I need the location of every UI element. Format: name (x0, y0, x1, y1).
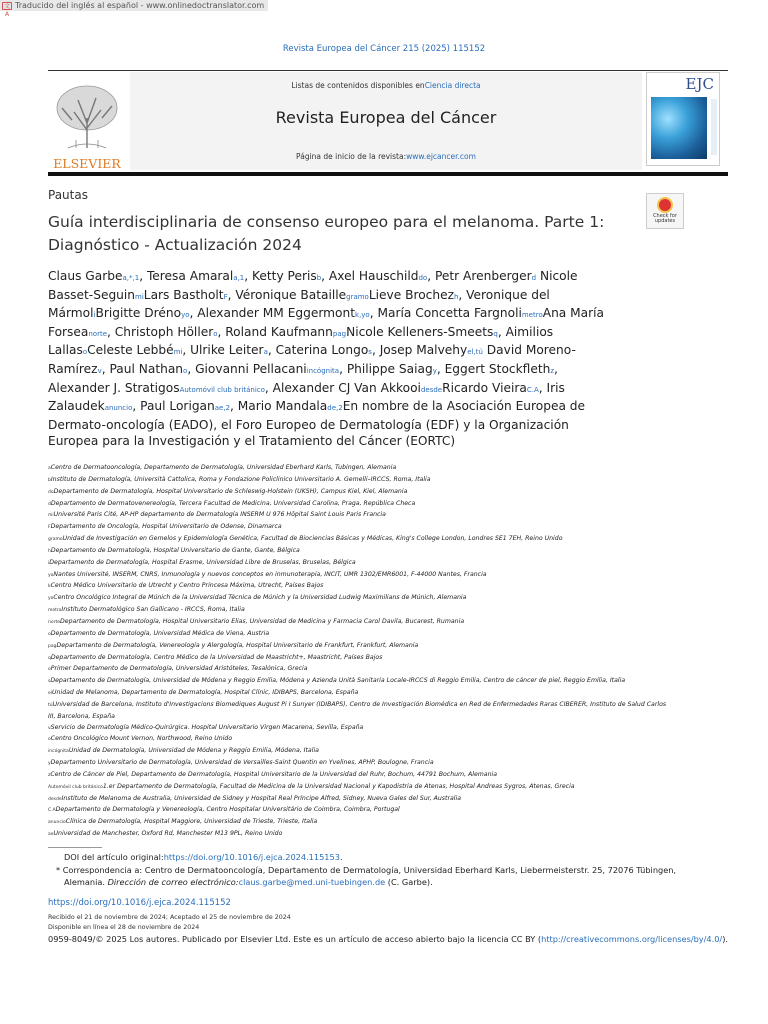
affiliation-key: v (48, 725, 51, 731)
affiliation-key: a (48, 466, 51, 471)
affiliation-key: desde (48, 796, 62, 802)
affiliation-item (48, 758, 668, 770)
affiliation-text: Departamento de Oncología, Hospital Universitario de Odense, Dinamarca (50, 523, 282, 531)
affiliation-text: 1.er Departamento de Dermatología, Facultad de Medicina de la Universidad Nacional y Kapodistria de Atenas, Hospital Andreas Sygros, Atenas, Grecia (102, 782, 575, 790)
affiliation-item (48, 558, 668, 570)
cover-art (651, 97, 707, 159)
affiliation-item (48, 723, 668, 735)
homepage-link[interactable]: www.ejcancer.com (406, 152, 476, 161)
affiliation-text: Centro de Cáncer de Piel, Departamento de Dermatología, Hospital Universitario de la Universidad del Ruhr, Bochum, 44791 Bochum, Alemania (50, 770, 498, 778)
affiliation-text: Instituto de Melanoma de Australia, Universidad de Sidney y Hospital Real Príncipe Alfred, Sidney, Nueva Gales del Sur, Australia (61, 794, 462, 802)
article-title-line1: Guía interdisciplinaria de consenso europeo para el melanoma. Parte 1: (48, 213, 605, 231)
author-affiliation-link[interactable]: k,yo (355, 311, 370, 320)
affiliation-text: Centro Oncológico Integral de Múnich de la Universidad Técnica de Múnich y la Universidad Ludwig Maximilians de Múnich, Alemania (53, 594, 467, 602)
author-separator: , (187, 361, 196, 376)
original-doi-label: DOI del artículo original: (64, 852, 164, 862)
affiliation-item (48, 570, 668, 582)
sciencedirect-link[interactable]: Ciencia directa (424, 81, 481, 90)
author-name: Nicole Kelleners-Smeets (346, 324, 494, 339)
affiliation-key: y (48, 761, 51, 767)
affiliation-text: Centro de Dermatooncología, Departamento de Dermatología, Universidad Eberhard Karls, Tubingen, Alemania (50, 464, 397, 471)
journal-name: Revista Europea del Cáncer (275, 108, 497, 127)
author-name: Lieve Brochez (368, 287, 454, 302)
author-affiliation-link[interactable]: F (223, 292, 228, 301)
author-name: Brigitte Dréno (95, 306, 182, 321)
author-name: Teresa Amaral (146, 269, 234, 283)
author-affiliation-link[interactable]: de,2 (327, 404, 343, 413)
author-name: Giovanni Pellacani (195, 361, 307, 376)
affiliation-text: Instituto Dermatológico San Gallicano - IRCCS, Roma, Italia (61, 606, 245, 614)
affiliation-item (48, 794, 668, 806)
author-separator: , (458, 287, 467, 302)
author-affiliation-link[interactable]: h (453, 292, 459, 301)
crossmark-line1: Check for (653, 213, 677, 219)
affiliation-text: Departamento de Dermatología, Hospital Universitario Elias, Universidad de Medicina y Farmacia Carol Davila, Bucarest, Rumania (60, 617, 465, 625)
footnote-rule (48, 847, 102, 848)
correspondence-tail: (C. Garbe). (385, 877, 433, 887)
author-affiliation-link[interactable]: z (550, 366, 555, 375)
author-name: Ana María Forsea (48, 306, 604, 339)
affiliation-item (48, 817, 668, 829)
author-affiliation-link[interactable]: ae,2 (214, 404, 231, 413)
author-name: Iris Zalaudek (48, 380, 565, 414)
publisher-logo-text: ELSEVIER (53, 156, 121, 170)
affiliation-item (48, 700, 668, 723)
original-doi-link[interactable]: https://doi.org/10.1016/j.ejca.2024.115153 (163, 852, 340, 862)
author-affiliation-link[interactable]: mi (173, 348, 183, 357)
affiliation-key: F (48, 525, 51, 531)
crossmark-icon (657, 197, 673, 213)
license-line (48, 934, 728, 944)
author-separator: , (139, 269, 147, 283)
affiliation-text: Departamento de Dermatología, Centro Médico de la Universidad de Maastricht+, Maastricht, Países Bajos (50, 653, 383, 661)
affiliation-text: Departamento Universitario de Dermatología, Universidad de Versailles-Saint Quentin en Yvelines, APHP, Boulogne, Francia (50, 759, 434, 767)
author-name: Lars Bastholt (143, 287, 224, 302)
author-name: Josep Malvehy (379, 343, 468, 358)
affiliation-key: s (48, 679, 51, 685)
author-separator: , (427, 269, 435, 283)
affiliation-text: Unidad de Melanoma, Departamento de Dermatología, Hospital Clínic, IDIBAPS, Barcelona, España (52, 689, 359, 697)
author-affiliation-link[interactable]: norte (88, 329, 108, 338)
affiliation-item (48, 510, 668, 522)
author-list (48, 268, 618, 450)
author-affiliation-link[interactable]: el,tú (467, 348, 483, 357)
affiliation-key: C.A (48, 808, 56, 814)
affiliation-key: o (48, 631, 51, 637)
homepage-prefix: Página de inicio de la revista: (296, 152, 407, 161)
affiliation-item (48, 629, 668, 641)
author-affiliation-link[interactable]: b (316, 274, 322, 282)
affiliation-item (48, 581, 668, 593)
author-name: Ricardo Vieira (442, 380, 527, 395)
affiliation-item (48, 734, 668, 746)
affiliation-key: d (48, 501, 51, 507)
author-separator: , (227, 287, 236, 302)
author-separator: , (267, 343, 276, 358)
author-separator: , (244, 269, 253, 283)
author-separator: , (436, 361, 445, 376)
author-affiliation-link[interactable]: q (493, 329, 498, 338)
affiliation-key: i (48, 560, 50, 566)
affiliation-item (48, 770, 668, 782)
affiliation-item (48, 534, 668, 546)
affiliation-key: metro (48, 608, 62, 614)
author-affiliation-link[interactable]: mi (135, 292, 144, 301)
affiliation-key: q (48, 655, 51, 661)
translator-banner[interactable] (0, 0, 268, 18)
author-name: Christoph Höller (114, 324, 214, 339)
author-separator: , (497, 324, 506, 339)
email-link[interactable]: claus.garbe@med.uni-tuebingen.de (238, 877, 386, 887)
author-name: Axel Hauschild (328, 269, 419, 283)
author-affiliation-link[interactable]: Automóvil club británico (179, 385, 265, 394)
affiliation-text: Unidad de Dermatología, Universidad de Módena y Reggio Emilia, Módena, Italia (68, 747, 319, 755)
author-affiliation-link[interactable]: i (93, 311, 96, 320)
article-doi-link[interactable]: https://doi.org/10.1016/j.ejca.2024.115152 (48, 898, 231, 908)
article-title-line2: Diagnóstico - Actualización 2024 (48, 236, 302, 254)
affiliation-text: Servicio de Dermatología Médico-Quirúrgica. Hospital Universitario Virgen Macarena, Sevilla, España (50, 723, 364, 731)
affiliation-key: el (48, 691, 53, 697)
affiliation-text: Departamento de Dermatología, Hospital Universitario de Gante, Gante, Bélgica (50, 546, 300, 554)
affiliation-key: gramo (48, 537, 63, 543)
affiliation-item (48, 782, 668, 794)
author-name: Celeste Lebbé (87, 343, 174, 358)
masthead-box (130, 72, 642, 170)
header-rule-bottom (48, 172, 728, 176)
article-dates (48, 913, 291, 933)
affiliation-item (48, 463, 668, 475)
original-doi-end: . (339, 852, 343, 862)
affiliation-text: Departamento de Dermatología, Hospital Universitario de Schleswig-Holstein (UKSH), Campus Kiel, Kiel, Alemania (53, 487, 408, 495)
author-separator: , (371, 343, 380, 358)
author-name: Ulrike Leiter (190, 343, 264, 358)
contents-line (130, 81, 642, 90)
affiliation-item (48, 641, 668, 653)
affiliation-text: Departamento de Dermatología, Hospital Erasme, Universidad Libre de Bruselas, Bruselas, Bélgica (49, 558, 356, 566)
affiliation-item (48, 676, 668, 688)
contents-prefix: Listas de contenidos disponibles en (291, 81, 425, 90)
author-affiliation-link[interactable]: d (531, 274, 537, 282)
author-name: Petr Arenberger (434, 269, 532, 283)
affiliation-item (48, 546, 668, 558)
author-affiliation-link[interactable]: o (183, 366, 188, 375)
author-affiliation-link[interactable]: do (418, 274, 428, 282)
affiliation-text: Primer Departamento de Dermatología, Universidad Aristóteles, Tesalónica, Grecia (50, 665, 308, 673)
affiliation-key: yo (48, 596, 54, 602)
affiliation-key: ae (48, 832, 54, 838)
author-separator: , (554, 361, 558, 376)
affiliation-item (48, 653, 668, 665)
affiliation-key: incógnita (48, 749, 69, 755)
author-name: Claus Garbe (48, 269, 123, 283)
affiliation-item (48, 499, 668, 511)
author-name: Alexander MM Eggermont (197, 306, 356, 321)
author-name: Alexander J. Stratigos (48, 380, 180, 395)
license-link[interactable]: http://creativecommons.org/licenses/by/4.0/ (541, 934, 723, 944)
author-affiliation-link[interactable]: desde (420, 385, 443, 394)
author-separator: , (217, 324, 226, 339)
cover-sidebar (711, 99, 717, 155)
author-separator: , (189, 306, 198, 321)
email-label: Dirección de correo electrónico: (107, 877, 239, 887)
affiliation-text: Unidad de Investigación en Gemelos y Epidemiología Genética, Facultad de Biociencias Básicas y Médicas, King's College London, Londres SE1 7EH, Reino Unido (62, 535, 563, 543)
footnotes (52, 851, 702, 889)
author-name: Nicole Basset-Seguin (48, 269, 578, 302)
author-separator: , (101, 361, 110, 376)
author-name: Caterina Longo (275, 343, 369, 358)
license-prefix: 0959-8049/© 2025 Los autores. Publicado por Elsevier Ltd. Este es un artículo de acceso abierto bajo la licencia CC BY ( (48, 934, 542, 944)
license-suffix: ). (722, 934, 728, 944)
author-name: Philippe Saiag (346, 361, 433, 376)
author-affiliation-link[interactable]: a,*,1 (122, 274, 140, 282)
author-name: Aimilios Lallas (48, 324, 554, 358)
affiliation-key: k (48, 584, 51, 590)
author-separator: , (182, 343, 191, 358)
affiliation-item (48, 593, 668, 605)
affiliation-text: Universidad de Manchester, Oxford Rd, Manchester M13 9PL, Reino Unido (53, 830, 283, 838)
article-title (48, 211, 628, 257)
author-separator: , (321, 269, 329, 283)
author-separator: , (230, 399, 238, 414)
author-affiliation-link[interactable]: C.A (526, 385, 539, 394)
affiliation-key: yo (48, 572, 54, 578)
original-doi-note (52, 851, 702, 864)
author-name: Paul Nathan (109, 361, 184, 376)
author-affiliation-link[interactable]: pag (332, 329, 347, 338)
affiliation-key: pag (48, 643, 57, 649)
journal-cover[interactable] (646, 72, 720, 166)
affiliation-key: tú (48, 702, 53, 708)
author-affiliation-link[interactable]: anuncio (104, 404, 133, 413)
affiliation-text: Universidad de Barcelona, Instituto d'Investigacions Biomediques August Pi I Sunyer (IDIBAPS), Centro de Investigación Biomédica en Red de Enfermedades Raras CIBERER, Instituto de Salud Carlos III, Barcelona, España (48, 700, 667, 720)
affiliation-key: mi (48, 513, 54, 519)
affiliation-item (48, 522, 668, 534)
crossmark-line2: updates (654, 218, 676, 224)
author-name: Véronique Bataille (235, 287, 347, 302)
journal-reference[interactable]: Revista Europea del Cáncer 215 (2025) 115152 (282, 44, 486, 54)
affiliation-text: Departamento de Dermatología y Venereología, Centro Hospitalar Universitário de Coimbra, Coimbra, Portugal (55, 806, 400, 814)
affiliation-key: h (48, 548, 51, 554)
affiliation-item (48, 805, 668, 817)
author-name: Paul Lorigan (140, 399, 215, 414)
author-affiliation-link[interactable]: a,1 (233, 274, 245, 282)
received-accepted-dates: Recibido el 21 de noviembre de 2024; Aceptado el 25 de noviembre de 2024 (48, 914, 291, 921)
author-affiliation-link[interactable]: y (432, 366, 437, 375)
correspondence-note (52, 864, 702, 889)
affiliation-text: Centro Oncológico Mount Vernon, Northwood, Reino Unido (50, 735, 233, 743)
affiliation-text: Université Paris Cité, AP-HP departamento de Dermatología INSERM U 976 Hôpital Saint Louis Paris Francia (53, 511, 386, 519)
affiliation-text: Departamento de Dermatovenereología, Tercera Facultad de Medicina, Universidad Carolina, Praga, República Checa (50, 499, 416, 507)
author-separator: , (132, 399, 141, 414)
affiliation-item (48, 829, 668, 841)
affiliation-item (48, 746, 668, 758)
author-group-statement: En nombre de la Asociación Europea de Dermato-oncología (EADO), el Foro Europeo de Dermatología (EDF) y la Organización Europea para la Investigación y el Tratamiento del Cáncer (EORTC) (48, 399, 586, 449)
affiliation-item (48, 688, 668, 700)
author-name: Mario Mandala (237, 399, 328, 414)
author-separator: , (264, 380, 273, 395)
affiliation-text: Instituto de Dermatología, Università Cattolica, Roma y Fondazione Policlinico Universitario A. Gemelli–IRCCS, Roma, Italia (50, 475, 431, 483)
author-affiliation-link[interactable]: o (82, 348, 88, 357)
affiliation-text: Departamento de Dermatología, Universidad Médica de Viena, Austria (50, 629, 270, 637)
affiliation-text: Nantes Université, INSERM, CNRS, Inmunología y nuevos conceptos en inmunoterapia, INCIT, UMR 1302/EMR6001, F-44000 Nantes, Francia (53, 570, 487, 578)
translate-icon: 文A (3, 2, 10, 18)
author-name: Alexander CJ Van Akkooi (272, 380, 421, 395)
author-separator: , (538, 380, 547, 395)
tree-illustration (57, 86, 117, 148)
masthead (48, 72, 728, 172)
affiliation-text: Departamento de Dermatología, Venereología y Alergología, Hospital Universitario de Frankfurt, Frankfurt, Alemania (56, 641, 419, 649)
affiliation-key: do (48, 489, 54, 495)
affiliation-key: anuncio (48, 820, 66, 826)
author-name: Eggert Stockfleth (444, 361, 551, 376)
author-affiliation-link[interactable]: metro (521, 311, 543, 320)
author-affiliation-link[interactable]: v (97, 366, 102, 375)
affiliation-text: Departamento de Dermatología, Universidad de Módena y Reggio Emilia, Módena y Azienda Unità Sanitaria Locale-IRCCS di Reggio Emilia, Centro de cáncer de piel, Reggio Emilia, Italia (50, 677, 626, 685)
affiliation-text: Centro Médico Universitario de Utrecht y Centro Princesa Máxima, Utrecht, Países Bajos (50, 582, 324, 590)
affiliation-list (48, 463, 668, 841)
affiliation-item (48, 617, 668, 629)
author-affiliation-link[interactable]: o (213, 329, 218, 338)
affiliation-text: Clínica de Dermatología, Hospital Maggiore, Universidad de Trieste, Trieste, Italia (65, 818, 318, 826)
author-affiliation-link[interactable]: yo (181, 311, 190, 320)
author-separator: , (339, 361, 347, 376)
correspondence-text: Correspondencia a: Centro de Dermatooncología, Departamento de Dermatología, Universidad Eberhard Karls, Liebermeisterstr. 25, 72076 Tübingen, Alemania. (60, 864, 677, 887)
affiliation-item (48, 664, 668, 676)
author-affiliation-link[interactable]: incógnita (306, 366, 340, 375)
affiliation-key: o (48, 737, 51, 743)
affiliation-item (48, 475, 668, 487)
author-separator: , (107, 324, 115, 339)
author-affiliation-link[interactable]: s (368, 348, 372, 357)
author-affiliation-link[interactable]: gramo (346, 292, 369, 301)
article-section: Pautas (48, 188, 88, 202)
online-date: Disponible en línea el 28 de noviembre de 2024 (48, 924, 200, 931)
homepage-line (130, 152, 642, 161)
affiliation-item (48, 487, 668, 499)
affiliation-key: norte (48, 619, 60, 625)
translator-banner-text[interactable]: Traducido del inglés al español - www.onlinedoctranslator.com (15, 1, 265, 10)
elsevier-logo (48, 78, 126, 170)
header-rule-top (48, 70, 728, 71)
correspondence-marker: * (56, 864, 61, 875)
author-name: David Moreno-Ramírez (48, 343, 576, 376)
author-separator: , (369, 306, 378, 321)
affiliation-item (48, 605, 668, 617)
author-affiliation-link[interactable]: a (263, 348, 268, 357)
author-name: Ketty Peris (252, 269, 317, 283)
author-name: María Concetta Fargnoli (377, 306, 522, 321)
cover-title: EJC (685, 75, 714, 93)
affiliation-key: o (48, 667, 51, 673)
affiliation-key: Automóvil club británico (48, 784, 103, 790)
affiliation-key: z (48, 772, 51, 778)
author-name: Roland Kaufmann (225, 324, 333, 339)
affiliation-key: b (48, 477, 51, 483)
crossmark-button[interactable] (646, 193, 684, 229)
author-name: Veronique del Mármol (48, 287, 550, 321)
